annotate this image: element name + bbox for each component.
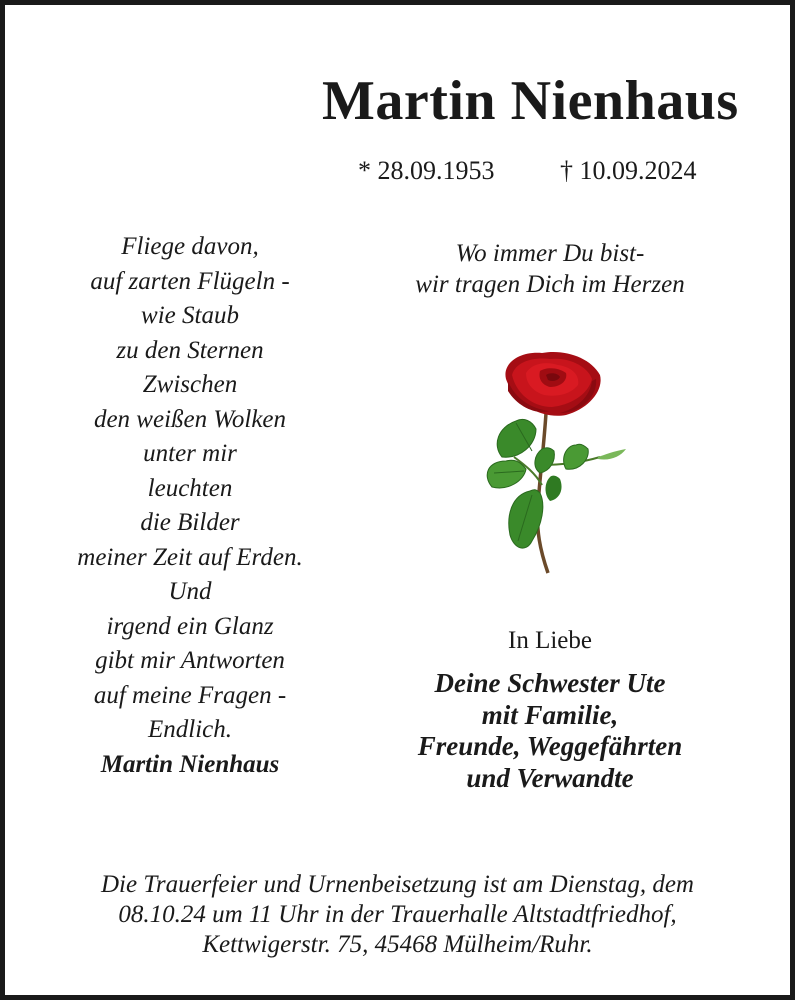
mourner-line: und Verwandte bbox=[466, 762, 634, 793]
birth-date: * 28.09.1953 bbox=[358, 156, 495, 185]
poem-line: die Bilder bbox=[140, 509, 240, 536]
poem-signature: Martin Nienhaus bbox=[100, 750, 280, 778]
poem-line: meiner Zeit auf Erden. bbox=[77, 543, 303, 571]
poem-line: gibt mir Antworten bbox=[95, 647, 285, 674]
poem-line: den weißen Wolken bbox=[93, 405, 287, 433]
red-rose-icon bbox=[480, 345, 640, 580]
ceremony-line: 08.10.24 um 11 Uhr in der Trauerhalle Altstadtfriedhof, bbox=[118, 901, 677, 928]
ceremony-line: Kettwigerstr. 75, 45468 Mülheim/Ruhr. bbox=[202, 931, 593, 958]
poem-line: Und bbox=[168, 578, 212, 605]
poem-line: Zwischen bbox=[142, 371, 238, 398]
death-date: † 10.09.2024 bbox=[560, 156, 697, 185]
poem-line: Fliege davon, bbox=[121, 233, 259, 260]
in-love-label: In Liebe bbox=[508, 627, 592, 654]
poem-line: Endlich. bbox=[147, 716, 232, 743]
poem-line: wie Staub bbox=[141, 302, 239, 329]
rose-leaves bbox=[487, 419, 626, 548]
motto bbox=[370, 238, 730, 300]
poem-line: irgend ein Glanz bbox=[106, 612, 274, 640]
poem-line: zu den Sternen bbox=[116, 336, 264, 364]
motto-line: Wo immer Du bist- bbox=[455, 240, 645, 267]
ceremony-info bbox=[20, 870, 775, 960]
poem-line: auf zarten Flügeln - bbox=[90, 267, 290, 295]
poem-line: auf meine Fragen - bbox=[93, 681, 287, 709]
poem bbox=[45, 230, 335, 782]
poem-line: leuchten bbox=[147, 474, 233, 502]
motto-line: wir tragen Dich im Herzen bbox=[415, 271, 685, 298]
mourners-list bbox=[370, 668, 730, 794]
rose-bloom bbox=[505, 352, 600, 416]
mourner-line: Deine Schwester Ute bbox=[434, 668, 666, 698]
ceremony-line: Die Trauerfeier und Urnenbeisetzung ist am Dienstag, dem bbox=[100, 871, 694, 898]
mourner-line: Freunde, Weggefährten bbox=[417, 731, 683, 761]
deceased-name: Martin Nienhaus bbox=[322, 70, 739, 132]
poem-line: unter mir bbox=[143, 440, 237, 467]
mourner-line: mit Familie, bbox=[481, 699, 619, 730]
